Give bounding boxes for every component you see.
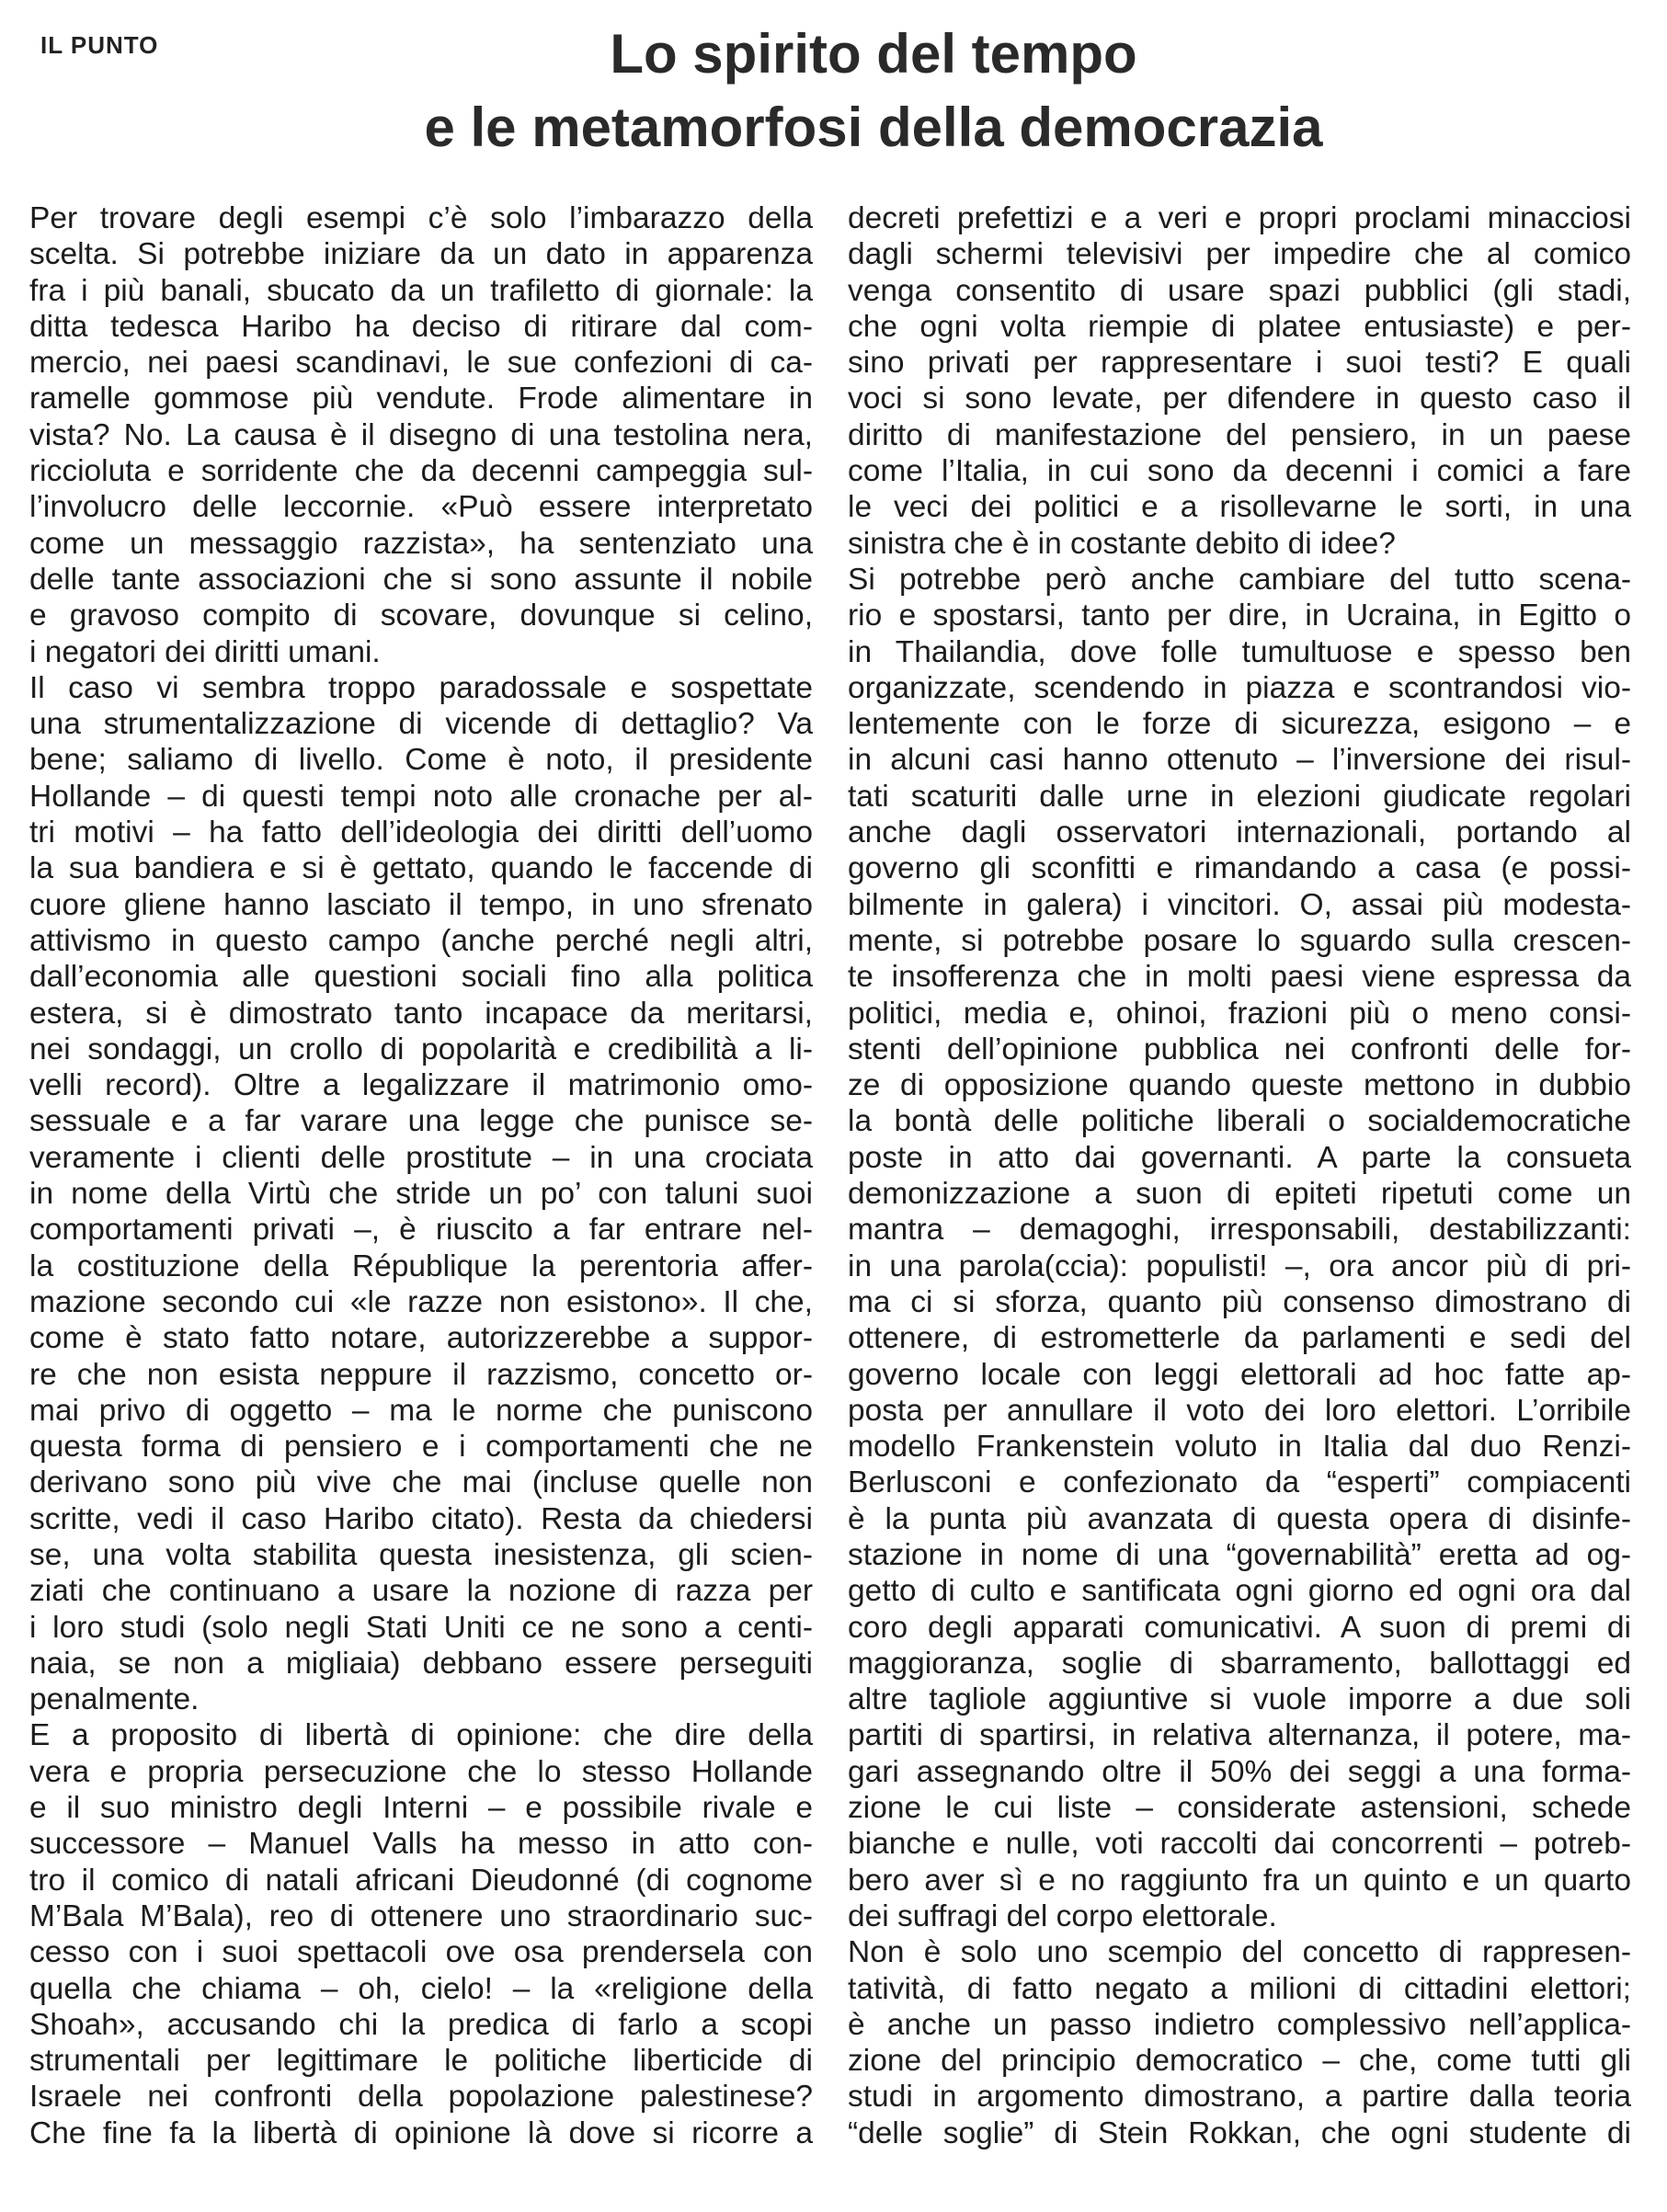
text-line: stenti dell’opinione pubblica nei confronti delle for- — [848, 1032, 1631, 1066]
text-line: Shoah», accusando chi la predica di farlo a scopi — [29, 2007, 813, 2042]
text-line: M’Bala M’Bala), reo di ottenere uno straordinario suc- — [29, 1898, 813, 1933]
text-line: voci si sono levate, per difendere in questo caso il — [848, 382, 1631, 416]
text-line: delle tante associazioni che si sono assunte il nobile — [29, 562, 813, 597]
text-line: demonizzazione a suon di epiteti ripetuti come un — [848, 1177, 1631, 1212]
text-line: ditta tedesca Haribo ha deciso di ritirare dal com- — [29, 309, 813, 344]
text-line: Che fine fa la libertà di opinione là dove si ricorre a — [29, 2115, 813, 2150]
headline-line-1: Lo spirito del tempo — [610, 23, 1137, 85]
text-line: dei suffragi del corpo elettorale. — [848, 1898, 1277, 1933]
text-line: naia, se non a migliaia) debbano essere perseguiti — [29, 1646, 813, 1681]
text-line: come un messaggio razzista», ha sentenziato una — [29, 526, 813, 561]
text-line: politici, media e, ohinoi, frazioni più o meno consi- — [848, 996, 1631, 1031]
text-line: tro il comico di natali africani Dieudonné (di cognome — [29, 1863, 813, 1898]
text-line: re che non esista neppure il razzismo, concetto or- — [29, 1357, 813, 1392]
text-line: cuore gliene hanno lasciato il tempo, in uno sfrenato — [29, 887, 813, 922]
text-line: attivismo in questo campo (anche perché negli altri, — [29, 923, 813, 958]
text-line: ziati che continuano a usare la nozione di razza per — [29, 1574, 813, 1609]
text-line: “delle soglie” di Stein Rokkan, che ogni studente di — [848, 2115, 1631, 2150]
text-line: e gravoso compito di scovare, dovunque si celino, — [29, 599, 813, 633]
text-line: questa forma di pensiero e i comportamenti che ne — [29, 1430, 813, 1465]
text-line: ze di opposizione quando queste mettono in dubbio — [848, 1068, 1631, 1103]
text-line: è anche un passo indietro complessivo nell’applica- — [848, 2007, 1631, 2042]
section-rubric: IL PUNTO — [40, 31, 159, 59]
text-line: riccioluta e sorridente che da decenni campeggia sul- — [29, 454, 813, 489]
text-line: organizzate, scendendo in piazza e scontrandosi vio- — [848, 670, 1631, 705]
text-line: tatività, di fatto negato a milioni di cittadini elettori; — [848, 1971, 1631, 2006]
text-line: strumentali per legittimare le politiche liberticide di — [29, 2044, 813, 2079]
text-line: partiti di spartirsi, in relativa alternanza, il potere, ma- — [848, 1718, 1631, 1753]
text-line: una strumentalizzazione di vicende di dettaglio? Va — [29, 707, 813, 742]
text-line: dagli schermi televisivi per impedire che al comico — [848, 237, 1631, 272]
headline-line-2: e le metamorfosi della democrazia — [424, 97, 1323, 158]
text-line: Israele nei confronti della popolazione palestinese? — [29, 2080, 813, 2115]
text-line: getto di culto e santificata ogni giorno ed ogni ora dal — [848, 1574, 1631, 1609]
text-line: lentemente con le forze di sicurezza, esigono – e — [848, 707, 1631, 742]
text-line: tri motivi – ha fatto dell’ideologia dei diritti dell’uomo — [29, 815, 813, 850]
text-line: tati scaturiti dalle urne in elezioni giudicate regolari — [848, 779, 1631, 814]
text-line: dall’economia alle questioni sociali fino alla politica — [29, 960, 813, 995]
text-line: bene; saliamo di livello. Come è noto, il presidente — [29, 743, 813, 778]
text-line: maggioranza, soglie di sbarramento, ballottaggi ed — [848, 1646, 1631, 1681]
text-line: Berlusconi e confezionato da “esperti” compiacenti — [848, 1465, 1631, 1500]
text-line: studi in argomento dimostrano, a partire dalla teoria — [848, 2080, 1631, 2115]
text-line: Per trovare degli esempi c’è solo l’imbarazzo della — [29, 201, 813, 235]
text-line: che ogni volta riempie di platee entusiaste) e per- — [848, 309, 1631, 344]
text-line: come l’Italia, in cui sono da decenni i comici a fare — [848, 454, 1631, 489]
text-line: l’involucro delle leccornie. «Può essere interpretato — [29, 490, 813, 525]
text-line: in nome della Virtù che stride un po’ con taluni suoi — [29, 1177, 813, 1212]
text-line: veramente i clienti delle prostitute – in una crociata — [29, 1140, 813, 1175]
text-line: successore – Manuel Valls ha messo in atto con- — [29, 1827, 813, 1862]
text-line: te insofferenza che in molti paesi viene espressa da — [848, 960, 1631, 995]
text-line: diritto di manifestazione del pensiero, in un paese — [848, 417, 1631, 452]
text-line: i negatori dei diritti umani. — [29, 634, 381, 669]
text-line: penalmente. — [29, 1682, 200, 1717]
text-line: nei sondaggi, un crollo di popolarità e credibilità a li- — [29, 1032, 813, 1066]
text-line: decreti prefettizi e a veri e propri proclami minacciosi — [848, 201, 1631, 235]
text-line: mantra – demagoghi, irresponsabili, destabilizzanti: — [848, 1213, 1631, 1248]
text-line: scelta. Si potrebbe iniziare da un dato in apparenza — [29, 237, 813, 272]
text-line: sino privati per rappresentare i suoi testi? E quali — [848, 346, 1631, 381]
text-line: scritte, vedi il caso Haribo citato). Resta da chiedersi — [29, 1501, 813, 1536]
text-line: stazione in nome di una “governabilità” eretta ad og- — [848, 1537, 1631, 1572]
text-line: ramelle gommose più vendute. Frode alimentare in — [29, 382, 813, 416]
text-line: la sua bandiera e si è gettato, quando le faccende di — [29, 851, 813, 886]
text-line: fra i più banali, sbucato da un trafiletto di giornale: la — [29, 273, 813, 308]
article-column-left — [29, 200, 813, 2151]
text-line: modello Frankenstein voluto in Italia dal duo Renzi- — [848, 1430, 1631, 1465]
text-line: altre tagliole aggiuntive si vuole imporre a due soli — [848, 1682, 1631, 1717]
text-line: come è stato fatto notare, autorizzerebbe a suppor- — [29, 1321, 813, 1356]
text-line: E a proposito di libertà di opinione: che dire della — [29, 1718, 813, 1753]
text-line: sinistra che è in costante debito di idee? — [848, 526, 1396, 561]
text-line: poste in atto dai governanti. A parte la consueta — [848, 1140, 1631, 1175]
text-line: gari assegnando oltre il 50% dei seggi a una forma- — [848, 1754, 1631, 1789]
text-line: rio e spostarsi, tanto per dire, in Ucraina, in Egitto o — [848, 599, 1631, 633]
text-line: Non è solo uno scempio del concetto di rappresen- — [848, 1935, 1631, 1970]
text-line: Si potrebbe però anche cambiare del tutto scena- — [848, 562, 1631, 597]
text-line: cesso con i suoi spettacoli ove osa prendersela con — [29, 1935, 813, 1970]
text-line: vista? No. La causa è il disegno di una testolina nera, — [29, 417, 813, 452]
text-line: derivano sono più vive che mai (incluse quelle non — [29, 1465, 813, 1500]
text-line: quella che chiama – oh, cielo! – la «religione della — [29, 1971, 813, 2006]
text-line: posta per annullare il voto dei loro elettori. L’orribile — [848, 1393, 1631, 1428]
text-line: governo locale con leggi elettorali ad hoc fatte ap- — [848, 1357, 1631, 1392]
text-line: mercio, nei paesi scandinavi, le sue confezioni di ca- — [29, 346, 813, 381]
text-line: la bontà delle politiche liberali o socialdemocratiche — [848, 1104, 1631, 1139]
text-line: mazione secondo cui «le razze non esistono». Il che, — [29, 1284, 813, 1319]
text-line: estera, si è dimostrato tanto incapace da meritarsi, — [29, 996, 813, 1031]
text-line: velli record). Oltre a legalizzare il matrimonio omo- — [29, 1068, 813, 1103]
text-line: venga consentito di usare spazi pubblici (gli stadi, — [848, 273, 1631, 308]
text-line: è la punta più avanzata di questa opera di disinfe- — [848, 1501, 1631, 1536]
text-line: comportamenti privati –, è riuscito a far entrare nel- — [29, 1213, 813, 1248]
text-line: governo gli sconfitti e rimandando a casa (e possi- — [848, 851, 1631, 886]
text-line: sessuale e a far varare una legge che punisce se- — [29, 1104, 813, 1139]
text-line: coro degli apparati comunicativi. A suon di premi di — [848, 1610, 1631, 1645]
text-line: bianche e nulle, voti raccolti dai concorrenti – potreb- — [848, 1827, 1631, 1862]
text-line: zione del principio democratico – che, come tutti gli — [848, 2044, 1631, 2079]
text-line: ottenere, di estrometterle da parlamenti e sedi del — [848, 1321, 1631, 1356]
text-line: se, una volta stabilita questa inesistenza, gli scien- — [29, 1537, 813, 1572]
text-line: vera e propria persecuzione che lo stesso Hollande — [29, 1754, 813, 1789]
text-line: in una parola(ccia): populisti! –, ora ancor più di pri- — [848, 1249, 1631, 1283]
text-line: la costituzione della République la perentoria affer- — [29, 1249, 813, 1283]
text-line: in Thailandia, dove folle tumultuose e spesso ben — [848, 634, 1631, 669]
article-column-right — [848, 200, 1631, 2151]
text-line: bilmente in galera) i vincitori. O, assai più modesta- — [848, 887, 1631, 922]
text-line: bero aver sì e no raggiunto fra un quinto e un quarto — [848, 1863, 1631, 1898]
text-line: zione le cui liste – considerate astensioni, schede — [848, 1791, 1631, 1826]
text-line: e il suo ministro degli Interni – e possibile rivale e — [29, 1791, 813, 1826]
text-line: ma ci si sforza, quanto più consenso dimostrano di — [848, 1284, 1631, 1319]
text-line: i loro studi (solo negli Stati Uniti ce ne sono a centi- — [29, 1610, 813, 1645]
text-line: mente, si potrebbe posare lo sguardo sulla crescen- — [848, 923, 1631, 958]
text-line: Hollande – di questi tempi noto alle cronache per al- — [29, 779, 813, 814]
text-line: in alcuni casi hanno ottenuto – l’inversione dei risul- — [848, 743, 1631, 778]
text-line: anche dagli osservatori internazionali, portando al — [848, 815, 1631, 850]
text-line: mai privo di oggetto – ma le norme che puniscono — [29, 1393, 813, 1428]
text-line: Il caso vi sembra troppo paradossale e sospettate — [29, 670, 813, 705]
text-line: le veci dei politici e a risollevarne le sorti, in una — [848, 490, 1631, 525]
